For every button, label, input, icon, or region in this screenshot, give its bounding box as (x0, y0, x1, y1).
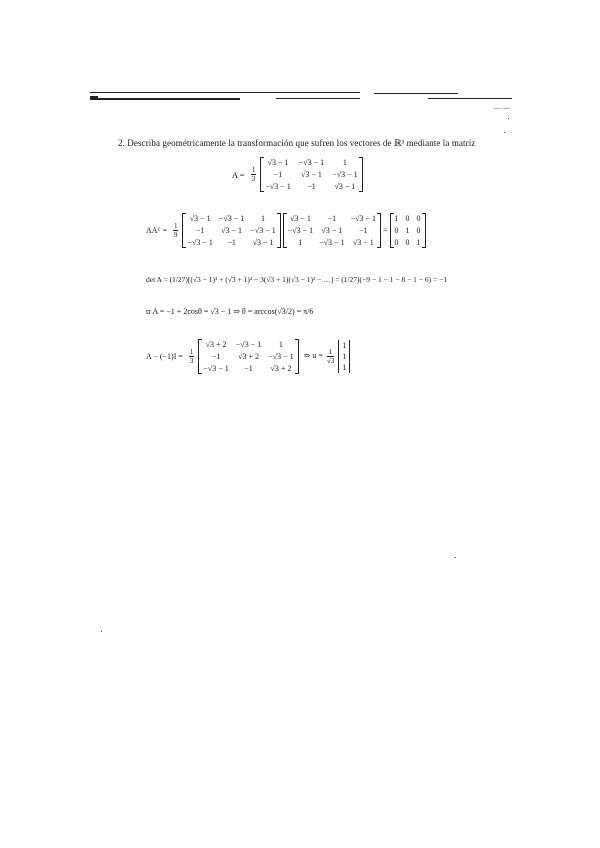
matrix-cell: −1 (244, 364, 253, 373)
matrix-cell: −√3 − 1 (250, 226, 276, 235)
corner-mark: — — (494, 104, 510, 112)
header-rule-mid3 (338, 98, 358, 99)
matrix-cell: 1 (416, 238, 421, 247)
matrix-cell: −1 (327, 214, 337, 223)
identity-matrix (390, 213, 426, 248)
header-rule-top (90, 92, 360, 93)
equals-sign: = (383, 225, 388, 235)
trace-expression: tr A = −1 + 2cosθ = √3 − 1 ⇒ θ = arccos(√3/2) = π/6 (146, 307, 314, 316)
matrix-cell: −1 (227, 238, 236, 247)
fraction-denominator: 3 (251, 175, 256, 183)
matrix-cell: 0 (394, 238, 399, 247)
matrix-cell: 1 (278, 340, 283, 349)
matrix-cell: −√3 − 1 (203, 364, 229, 373)
fraction-numerator: 1 (173, 222, 178, 230)
matrix-cell: √3 − 1 (267, 158, 289, 167)
matrix-cell: √3 − 1 (189, 214, 211, 223)
matrix-cell: −√3 − 1 (218, 214, 245, 223)
matrix-cell: −1 (307, 182, 316, 191)
matrix-a (260, 157, 362, 192)
matrix-cell: √3 + 2 (205, 340, 227, 349)
matrix-cell: √3 − 1 (221, 226, 243, 235)
fraction-numerator: 1 (328, 348, 333, 356)
equation-axis (146, 339, 350, 374)
header-rule-mid (90, 98, 240, 100)
header-rule-right (374, 93, 458, 94)
matrix-cell: √3 − 1 (289, 214, 311, 223)
equation-determinant (146, 275, 447, 284)
header-rule-far-right (428, 98, 512, 99)
matrix-cell: √3 − 1 (352, 238, 374, 247)
matrix-cell: 0 (416, 214, 421, 223)
matrix-cell: −1 (359, 226, 368, 235)
determinant-expression: det A = (1/27)[(√3 − 1)³ + (√3 + 1)³ − 3(√3 + 1)(√3 − 1)² − …] = (1/27)(−9 − 1 − 1 − 8 − 1 − 6) = −1 (146, 275, 448, 284)
matrix-cell: √3 + 2 (270, 364, 292, 373)
matrix-cell: √3 − 1 (334, 182, 356, 191)
vector-cell: 1 (342, 352, 347, 361)
matrix-cell: 1 (342, 158, 347, 167)
matrix-cell: −√3 − 1 (287, 226, 314, 235)
equation-lhs: AAᵀ = (146, 226, 167, 235)
shifted-matrix (198, 339, 298, 374)
matrix-cell: −√3 − 1 (235, 340, 262, 349)
matrix-cell: 0 (405, 238, 410, 247)
axis-vector (338, 340, 350, 373)
matrix-cell: −√3 − 1 (187, 238, 213, 247)
vector-cell: 1 (342, 363, 347, 372)
matrix-cell: 1 (394, 214, 399, 223)
matrix-cell: 0 (394, 226, 399, 235)
fraction-numerator: 1 (189, 348, 194, 356)
matrix-cell: √3 + 2 (238, 352, 259, 361)
matrix-cell: 1 (261, 214, 266, 223)
fraction (189, 348, 195, 365)
matrix-cell: √3 − 1 (321, 226, 343, 235)
scan-speck (508, 118, 509, 119)
matrix-cell: −√3 − 1 (332, 170, 358, 179)
matrix-a (182, 213, 280, 248)
matrix-cell: −√3 − 1 (319, 238, 345, 247)
fraction-denominator: 3 (189, 357, 194, 365)
fraction-numerator: 1 (251, 166, 256, 174)
vector-cell: 1 (342, 341, 347, 350)
header-rule-left-stub (90, 96, 98, 99)
equation-lhs: A = (232, 169, 245, 180)
equation-orthogonality (146, 213, 426, 248)
matrix-cell: −1 (211, 352, 221, 361)
matrix-cell: −√3 − 1 (268, 352, 294, 361)
matrix-a-transpose (283, 213, 381, 248)
matrix-cell: 0 (416, 226, 421, 235)
equation-lhs: A − (−1)I = (146, 352, 183, 361)
matrix-cell: √3 − 1 (301, 170, 322, 179)
matrix-cell: −√3 − 1 (298, 158, 325, 167)
fraction-denominator: 9 (173, 231, 178, 239)
scan-speck (455, 557, 456, 558)
matrix-cell: 0 (405, 214, 410, 223)
matrix-cell: −√3 − 1 (265, 182, 291, 191)
equation-matrix-a (232, 157, 363, 192)
fraction-denominator: √3 (326, 357, 335, 365)
matrix-cell: −1 (195, 226, 205, 235)
implies-text: ⇒ u = (303, 351, 323, 361)
problem-statement: 2. Describa geométricamente la transformación que sufren los vectores de ℝ³ mediante la matriz (118, 138, 476, 148)
matrix-cell: 1 (405, 226, 410, 235)
fraction (173, 222, 179, 239)
matrix-cell: 1 (298, 238, 303, 247)
matrix-cell: −√3 − 1 (350, 214, 376, 223)
equation-trace (146, 307, 313, 316)
scan-speck (504, 132, 505, 133)
scan-speck (101, 631, 102, 632)
fraction (327, 348, 334, 365)
matrix-cell: √3 − 1 (252, 238, 274, 247)
matrix-cell: −1 (273, 170, 283, 179)
fraction (251, 166, 257, 183)
